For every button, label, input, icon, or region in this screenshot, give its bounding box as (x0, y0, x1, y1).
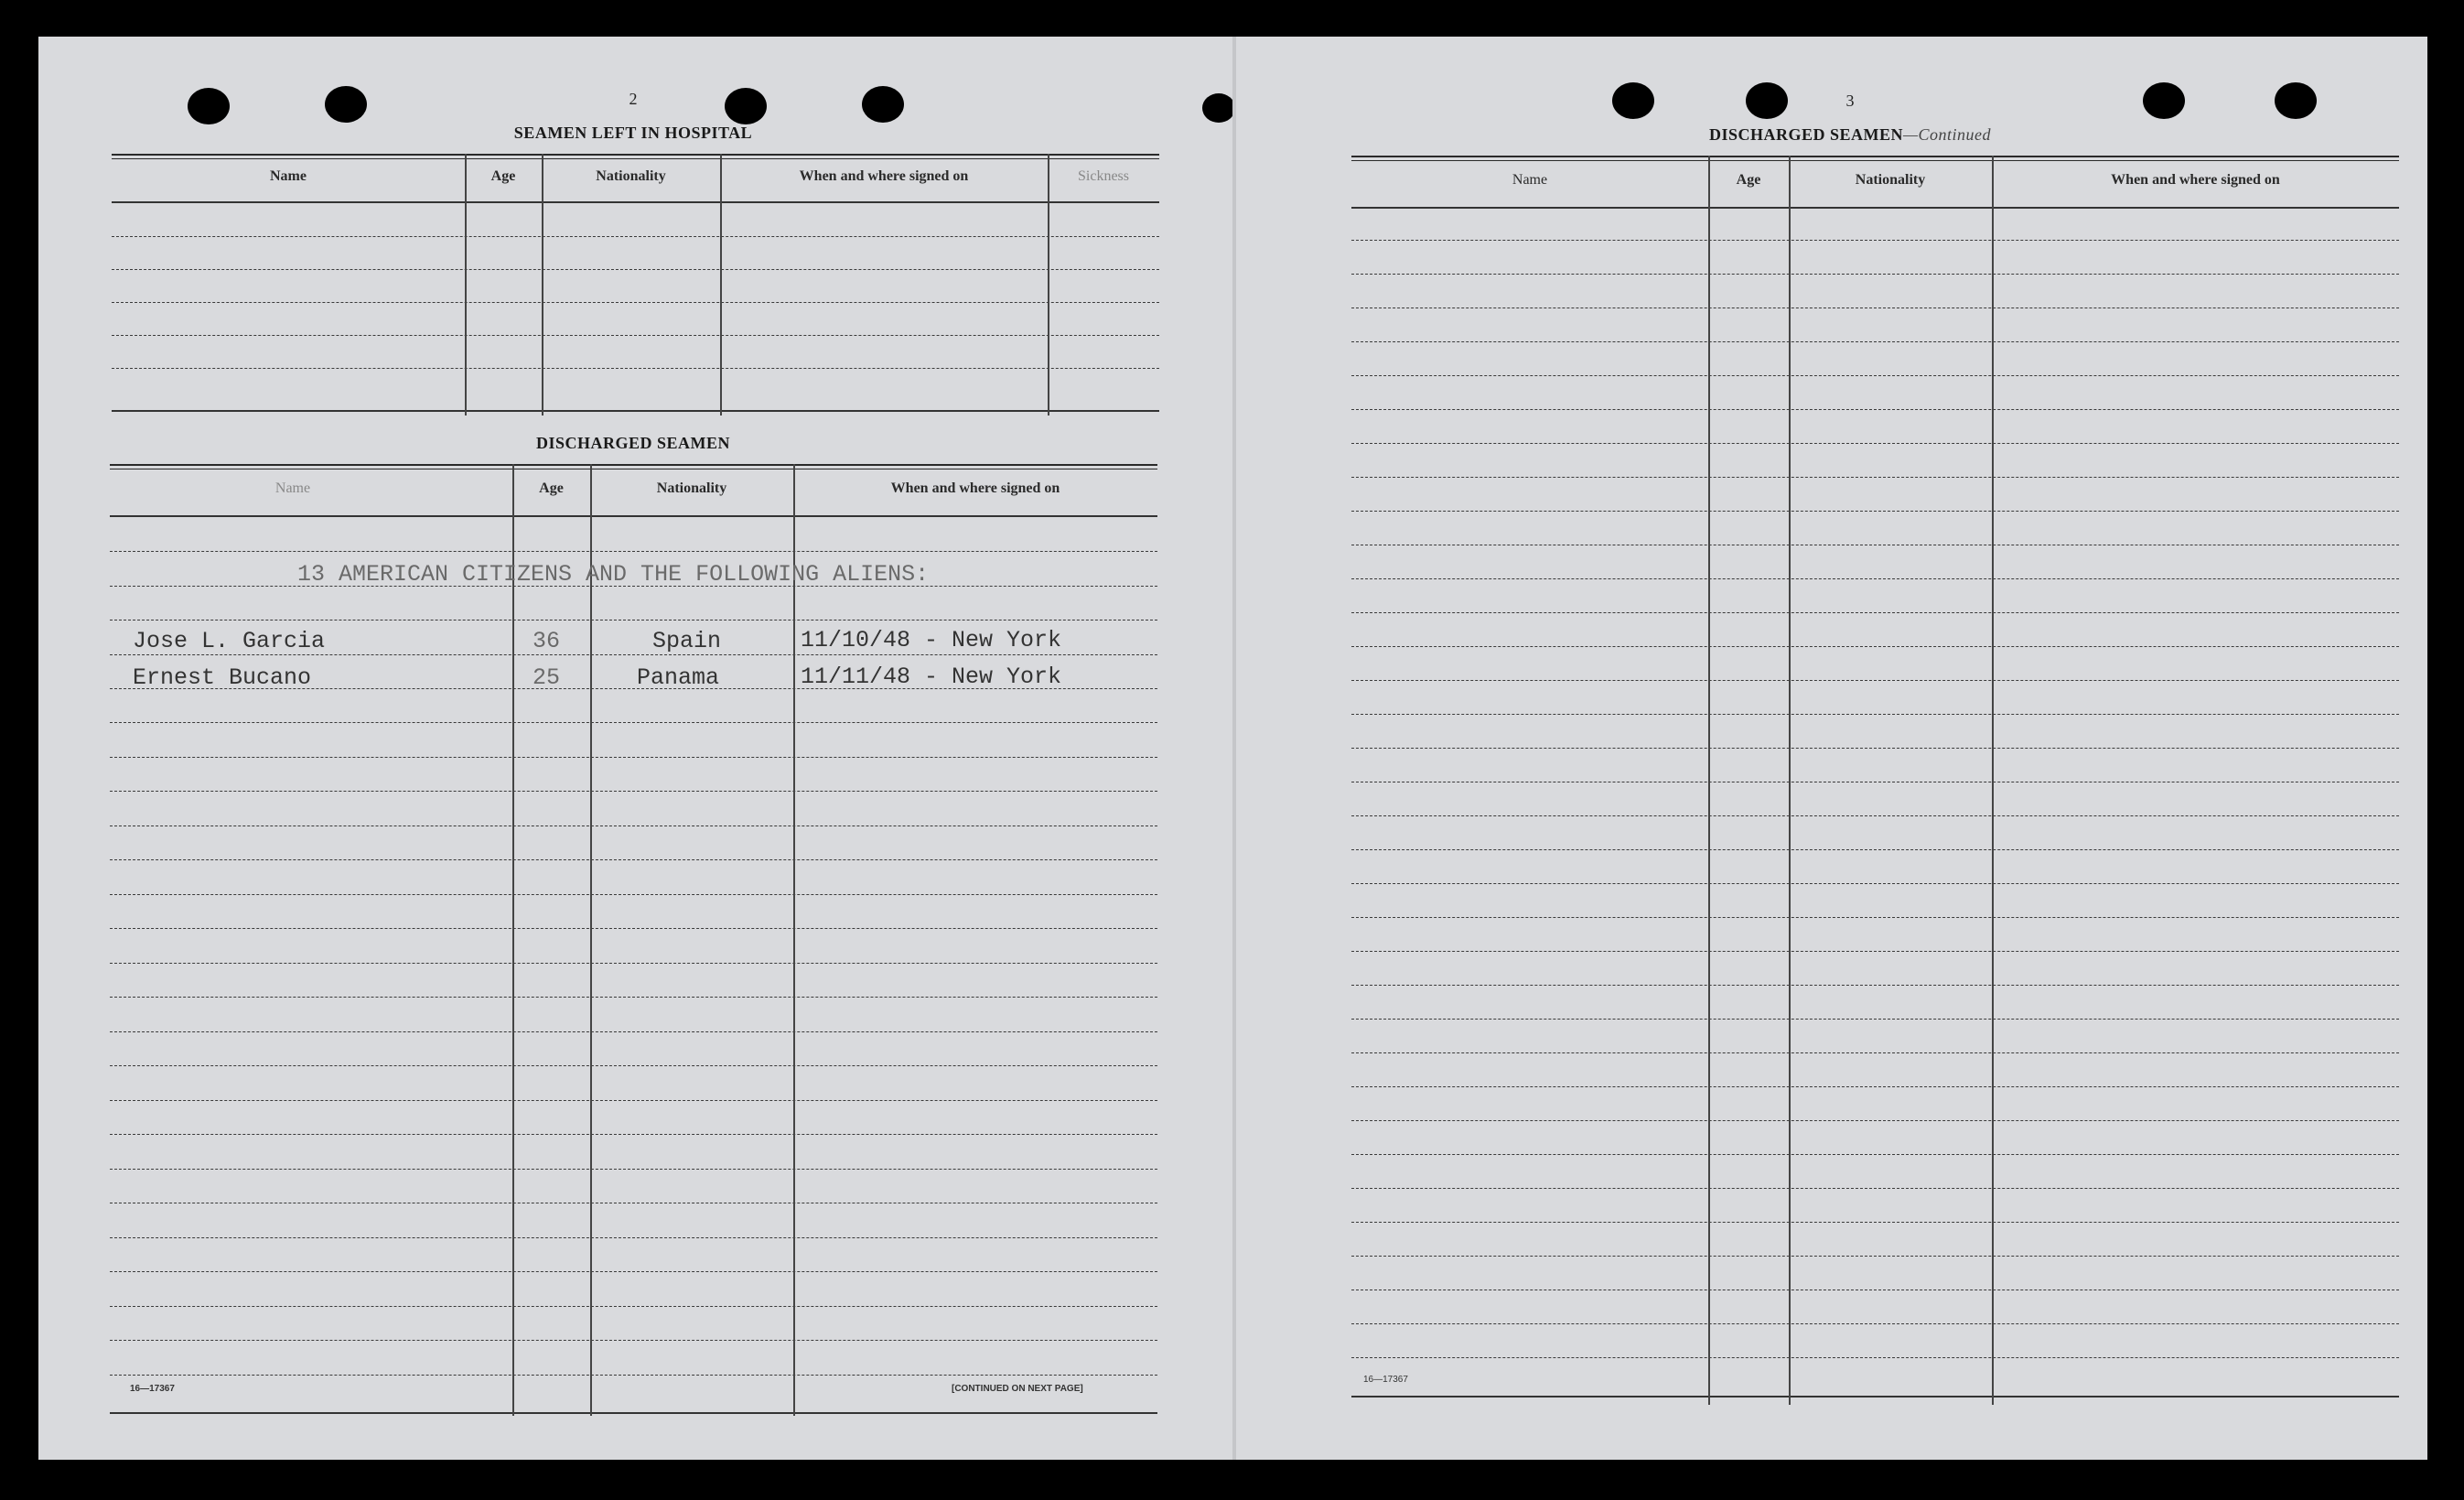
hospital-table (112, 154, 1159, 415)
column-header-nationality: Nationality (656, 480, 727, 496)
section-title-discharged-continued (1649, 125, 2051, 145)
column-header-signed-on: When and where signed on (799, 168, 969, 184)
document-sheet (38, 37, 2427, 1460)
column-header-signed-on: When and where signed on (2111, 172, 2280, 188)
seaman-name: Ernest Bucano (133, 664, 312, 691)
title-suffix: —Continued (1903, 125, 1992, 144)
seaman-nationality: Panama (637, 664, 720, 691)
column-header-name: Name (274, 480, 311, 496)
column-header-nationality: Nationality (1855, 172, 1926, 188)
column-header-age: Age (1736, 172, 1761, 188)
citizens-note: 13 AMERICAN CITIZENS AND THE FOLLOWING ALIENS: (297, 561, 930, 588)
column-header-nationality: Nationality (596, 168, 666, 184)
seaman-nationality: Spain (652, 628, 722, 654)
seaman-age: 36 (533, 628, 561, 654)
column-header-sickness: Sickness (1078, 168, 1129, 184)
column-header-name: Name (1512, 172, 1548, 188)
seaman-age: 25 (533, 664, 561, 691)
seaman-signed-on: 11/11/48 - New York (801, 664, 1062, 690)
discharged-continued-table (1351, 156, 2399, 1405)
form-number: 16—17367 (130, 1384, 175, 1394)
discharged-table (110, 464, 1157, 1416)
section-title-hospital: SEAMEN LEFT IN HOSPITAL (513, 124, 753, 142)
page-number: 2 (629, 90, 638, 108)
column-header-signed-on: When and where signed on (890, 480, 1060, 496)
title-main: DISCHARGED SEAMEN (1708, 125, 1903, 144)
left-page (38, 37, 1228, 1460)
form-number: 16—17367 (1363, 1375, 1408, 1385)
seaman-name: Jose L. Garcia (133, 628, 326, 654)
continued-note: [CONTINUED ON NEXT PAGE] (952, 1384, 1083, 1394)
seaman-signed-on: 11/10/48 - New York (801, 627, 1062, 653)
right-page (1237, 37, 2426, 1460)
column-header-age: Age (539, 480, 564, 496)
page-fold (1232, 37, 1236, 1460)
column-header-name: Name (270, 168, 307, 184)
page-number: 3 (1845, 92, 1855, 110)
column-header-age: Age (490, 168, 516, 184)
section-title-discharged: DISCHARGED SEAMEN (535, 434, 731, 452)
